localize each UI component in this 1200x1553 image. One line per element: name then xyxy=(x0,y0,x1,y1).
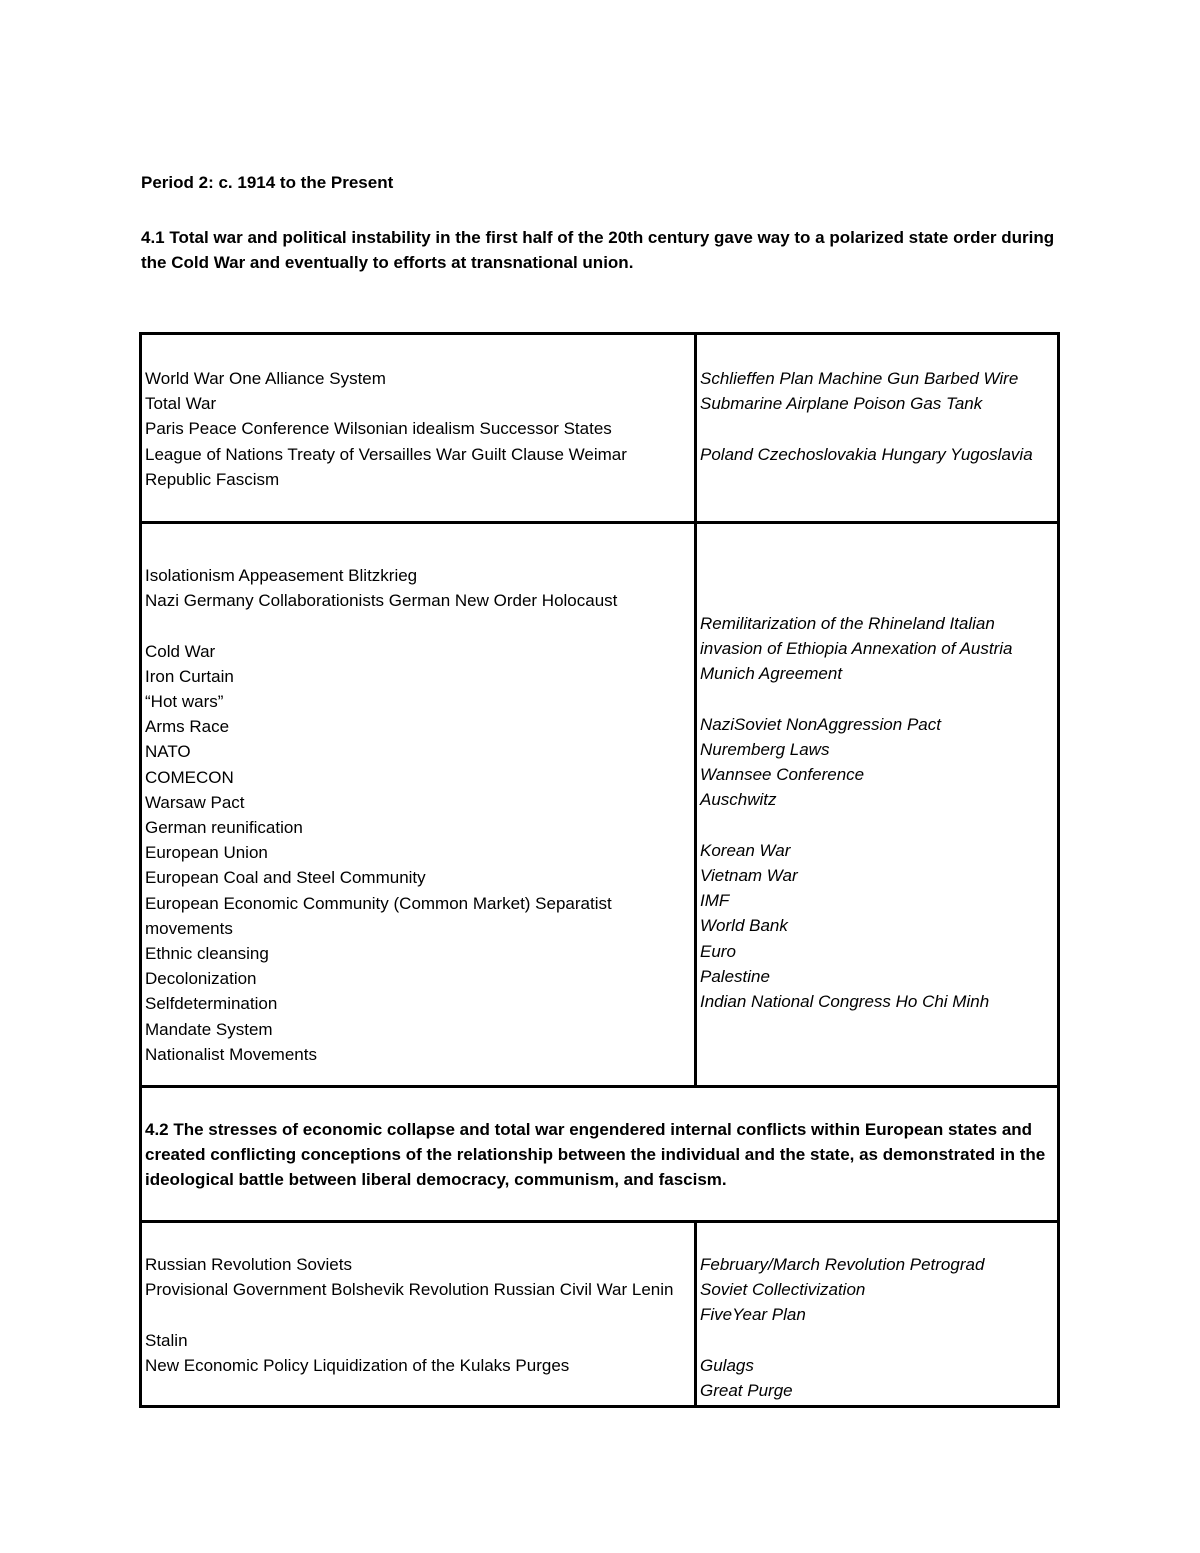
row4-left-cell xyxy=(141,1222,696,1407)
list-item: Provisional Government Bolshevik Revolution Russian Civil War Lenin xyxy=(145,1280,674,1300)
list-item: Total War xyxy=(145,394,217,414)
blank-line xyxy=(700,687,1057,712)
example-list xyxy=(700,1252,1057,1403)
list-item: Wannsee Conference xyxy=(700,765,865,785)
list-item: NATO xyxy=(145,742,191,762)
list-item: Soviet Collectivization xyxy=(700,1280,866,1300)
list-item: German reunification xyxy=(145,818,303,838)
list-item: European Union xyxy=(145,843,268,863)
list-item: European Economic Community (Common Market) Separatist movements xyxy=(145,893,612,938)
list-item: Korean War xyxy=(700,840,791,860)
list-item: FiveYear Plan xyxy=(700,1305,806,1325)
blank-line xyxy=(700,416,1057,441)
row2-left-cell xyxy=(141,523,696,1087)
list-item: Iron Curtain xyxy=(145,666,234,686)
list-item: Indian National Congress Ho Chi Minh xyxy=(700,992,990,1012)
list-item: Auschwitz xyxy=(700,790,777,810)
list-item: Mandate System xyxy=(145,1019,273,1039)
outline-table xyxy=(139,332,1060,1408)
list-item: World War One Alliance System xyxy=(145,369,386,388)
term-list xyxy=(145,563,694,1067)
blank-line xyxy=(145,613,694,638)
list-item: Nazi Germany Collaborationists German New Order Holocaust xyxy=(145,591,618,611)
list-item: Poland Czechoslovakia Hungary Yugoslavia xyxy=(700,444,1033,464)
list-item: Arms Race xyxy=(145,717,230,737)
row4-right-cell xyxy=(696,1222,1059,1407)
list-item: Warsaw Pact xyxy=(145,792,245,812)
row1-left-cell xyxy=(141,334,696,523)
list-item: “Hot wars” xyxy=(145,692,224,711)
example-list xyxy=(700,366,1057,467)
list-item: Russian Revolution Soviets xyxy=(145,1255,352,1274)
list-item: Decolonization xyxy=(145,969,257,989)
list-item: Nationalist Movements xyxy=(145,1044,317,1064)
list-item: Nuremberg Laws xyxy=(700,740,830,759)
list-item: New Economic Policy Liquidization of the Kulaks Purges xyxy=(145,1355,570,1375)
list-item: Euro xyxy=(700,941,736,961)
list-item: League of Nations Treaty of Versailles War Guilt Clause Weimar Republic Fascism xyxy=(145,444,627,489)
list-item: IMF xyxy=(700,891,730,911)
table-row xyxy=(141,1222,1059,1407)
list-item: NaziSoviet NonAggression Pact xyxy=(700,714,941,734)
list-item: Palestine xyxy=(700,966,770,986)
row2-right-cell xyxy=(696,523,1059,1087)
table-row xyxy=(141,523,1059,1087)
term-list xyxy=(145,1252,694,1378)
list-item: Vietnam War xyxy=(700,866,798,885)
blank-line xyxy=(700,1328,1057,1353)
period-title: Period 2: c. 1914 to the Present xyxy=(141,173,394,192)
list-item: Great Purge xyxy=(700,1381,793,1400)
list-item: Remilitarization of the Rhineland Italian invasion of Ethiopia Annexation of Austria Munich Agreement xyxy=(700,614,1013,684)
blank-line xyxy=(700,813,1057,838)
list-item: European Coal and Steel Community xyxy=(145,868,426,888)
table-row xyxy=(141,1087,1059,1222)
list-item: Schlieffen Plan Machine Gun Barbed Wire Submarine Airplane Poison Gas Tank xyxy=(700,369,1019,414)
table-row xyxy=(141,334,1059,523)
term-list xyxy=(145,366,694,492)
list-item: Paris Peace Conference Wilsonian idealism Successor States xyxy=(145,419,612,439)
list-item: Selfdetermination xyxy=(145,994,278,1014)
example-list xyxy=(700,611,1057,1014)
blank-line xyxy=(145,1302,694,1327)
list-item: Gulags xyxy=(700,1355,754,1375)
list-item: Stalin xyxy=(145,1330,188,1350)
list-item: Ethnic cleansing xyxy=(145,944,269,964)
list-item: Cold War xyxy=(145,641,216,661)
row1-right-cell xyxy=(696,334,1059,523)
list-item: COMECON xyxy=(145,767,234,787)
list-item: World Bank xyxy=(700,916,788,936)
section-heading-4-2: 4.2 The stresses of economic collapse and total war engendered internal conflicts within European states and created conflicting conceptions of the relationship between the individual and the state, as demonstrated in the ideological battle between liberal democracy, communism, and fascism. xyxy=(141,1087,1059,1222)
list-item: February/March Revolution Petrograd xyxy=(700,1255,985,1274)
list-item: Isolationism Appeasement Blitzkrieg xyxy=(145,566,418,585)
section-heading-4-1: 4.1 Total war and political instability in the first half of the 20th century gave way to a polarized state order during the Cold War and eventually to efforts at transnational union. xyxy=(141,228,1055,272)
